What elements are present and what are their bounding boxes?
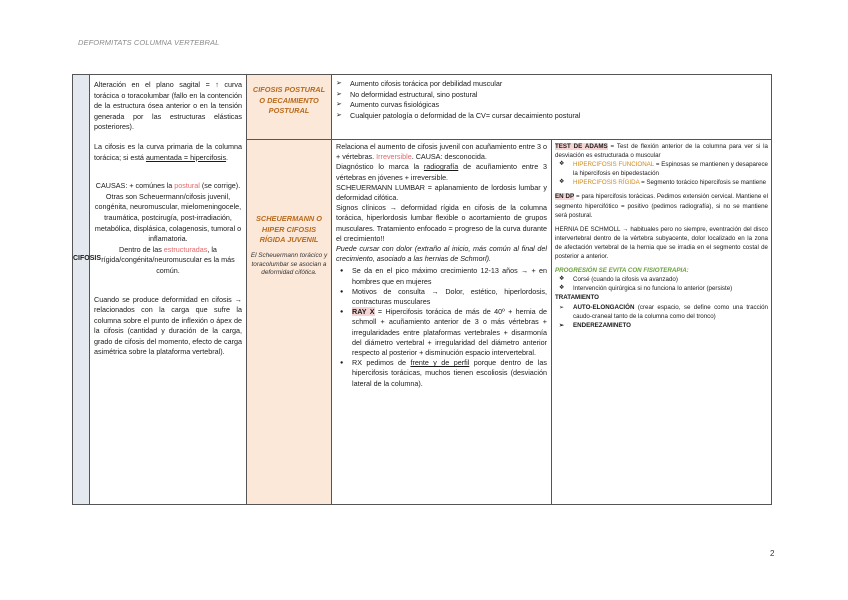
list-item: ❖ Corsé (cuando la cifosis va avanzado) bbox=[555, 275, 768, 284]
treatment-heading: TRATAMIENTO bbox=[555, 294, 599, 302]
primary-curve-paragraph: La cifosis es la curva primaria de la columna torácica; si está aumentada = hipercifosis. bbox=[94, 141, 242, 162]
list-item: ➢ AUTO-ELONGACIÓN (crear espacio, se define como una tracción caudo-craneal tanto de la columna como del tronco) bbox=[555, 303, 768, 321]
scheuermann-title: SCHEUERMANN O HIPER CIFOSIS RÍGIDA JUVENIL bbox=[255, 214, 323, 245]
list-item: ➢ ENDEREZAMINETO bbox=[555, 321, 768, 330]
row-label: CIFOSIS bbox=[73, 255, 102, 262]
table-row bbox=[73, 75, 772, 140]
scheuermann-lumbar: SCHEUERMANN LUMBAR = aplanamiento de lordosis lumbar y deformidad cifótica. bbox=[336, 182, 547, 203]
postural-title-cell bbox=[247, 75, 332, 140]
progression-heading: PROGRESIÓN SE EVITA CON FISIOTERAPIA: bbox=[555, 267, 689, 275]
structured-paragraph: Dentro de las estructuradas, la rígida/congénita/neuromuscular es la más común. bbox=[101, 244, 235, 275]
list-item: ❖ HIPERCIFOSIS RÍGIDA = Segmento torácico hipercifosis se mantiene bbox=[555, 178, 768, 187]
list-item: ➢ No deformidad estructural, sino postural bbox=[336, 90, 767, 101]
causes-paragraph: CAUSAS: + comúnes la postural (se corrige). Otras son Scheuermann/cifosis juvenil, congénita, neuromuscular, mielomeningocele, traumática, postcirugía, post-irradiación, metabólica, displásica, colagenosis, tumoral o inflamatoria. bbox=[94, 181, 242, 244]
page-number: 2 bbox=[770, 549, 775, 558]
progression-list bbox=[555, 275, 768, 293]
list-item: ❖ Intervención quirúrgica si no funciona lo anterior (persiste) bbox=[555, 284, 768, 293]
list-item: ➢ Aumento cifosis torácica por debilidad muscular bbox=[336, 79, 767, 90]
document-header: DEFORMITATS COLUMNA VERTEBRAL bbox=[78, 38, 220, 47]
list-item: ● Motivos de consulta → Dolor, estético, hiperlordosis, contracturas musculares bbox=[352, 287, 547, 307]
adams-test: TEST DE ADAMS = Test de flexión anterior de la columna para ver si la desviación es estructurada o muscular bbox=[555, 143, 768, 160]
definition-paragraph: Alteración en el plano sagital = ↑ curva torácica o toracolumbar (fallo en la contención de la estructura ósea anterior o en la tensión generada por las estructuras elásticas posteriores). bbox=[94, 80, 242, 132]
scheuermann-title-cell bbox=[247, 140, 332, 505]
scheuermann-intro: Relaciona el aumento de cifosis juvenil con acuñamiento entre 3 o + vértebras. Irreversible. CAUSA: desconocida. bbox=[336, 142, 547, 162]
treatment-list bbox=[555, 303, 768, 330]
scheuermann-bullets bbox=[336, 266, 547, 388]
list-item: ● Se da en el pico máximo crecimiento 12-13 años → + en hombres que en mujeres bbox=[352, 266, 547, 286]
content-table bbox=[72, 74, 772, 505]
list-item: ➢ Aumento curvas fisiológicas bbox=[336, 100, 767, 111]
row-label-cell bbox=[73, 75, 102, 505]
list-item: ❖ HIPERCIFOSIS FUNCIONAL = Espinosas se mantienen y desaparece la hipercifosis en bipedestación bbox=[555, 160, 768, 178]
list-item: ➢ Cualquier patología o deformidad de la CV= cursar decaimiento postural bbox=[336, 111, 767, 122]
list-item: ● RAY X = Hipercifosis torácica de más de 40º + hernia de schmoll + acuñamiento anterior de 3 o más vértebras + irregularidades entre plataformas vertebrales + disarmonía del diámetro vertebral + irregularidad del diámetro anterior respecto al posterior + disminución espacio intervertebral. bbox=[352, 307, 547, 358]
scheuermann-pain-note: Puede cursar con dolor (extraño al inicio, más común al final del crecimiento, asociado a las hernias de Schmorl). bbox=[336, 244, 547, 264]
tests-cell bbox=[552, 140, 772, 505]
scheuermann-signs: Signos clínicos → deformidad rígida en cifosis de la columna torácica, hiperlordosis lumbar flexible o acortamiento de grupos musculares. Tratamiento enfocado = progreso de la curva durante el crecimiento!! bbox=[336, 203, 547, 243]
adams-results bbox=[555, 160, 768, 187]
dp-test: EN DP = para hipercifosis torácicas. Pedimos extensión cervical. Mantiene el segmento hipercifótico = positivo (pedimos radiografía), si no se mantiene será postural. bbox=[555, 193, 768, 219]
postural-list bbox=[332, 75, 771, 121]
postural-title: CIFOSIS POSTURAL O DECAIMIENTO POSTURAL bbox=[252, 85, 326, 116]
scheuermann-body-cell bbox=[332, 140, 552, 505]
definition-cell bbox=[90, 75, 247, 505]
list-item: ● RX pedimos de frente y de perfil porque dentro de las hipercifosis torácicas, muchos tienen escoliosis (desviación lateral de la columna). bbox=[352, 358, 547, 389]
postural-items-cell bbox=[332, 75, 772, 140]
load-paragraph: Cuando se produce deformidad en cifosis → relacionados con la carga que sufre la columna sobre el punto de inflexión o ápex de la cifosis (cantidad y duración de la carga, grado de cifosis del momento, efecto de carga asimétrica sobre la plataforma vertebral). bbox=[94, 294, 242, 357]
scheuermann-note: El Scheuermann torácico y toracolumbar se asocian a deformidad cifótica. bbox=[250, 251, 328, 277]
schmoll-hernia: HERNIA DE SCHMOLL → habituales pero no siempre, eventración del disco intervertebral dentro de la vértebra subyacente, dolor localizado en la zona de afectación vertebral de la hernia que se irradia en el segmento costal de posterior a anterior. bbox=[555, 225, 768, 261]
scheuermann-diagnosis: Diagnóstico lo marca la radiografía de acuñamiento entre 3 vértebras en jóvenes + irreversible. bbox=[336, 162, 547, 182]
